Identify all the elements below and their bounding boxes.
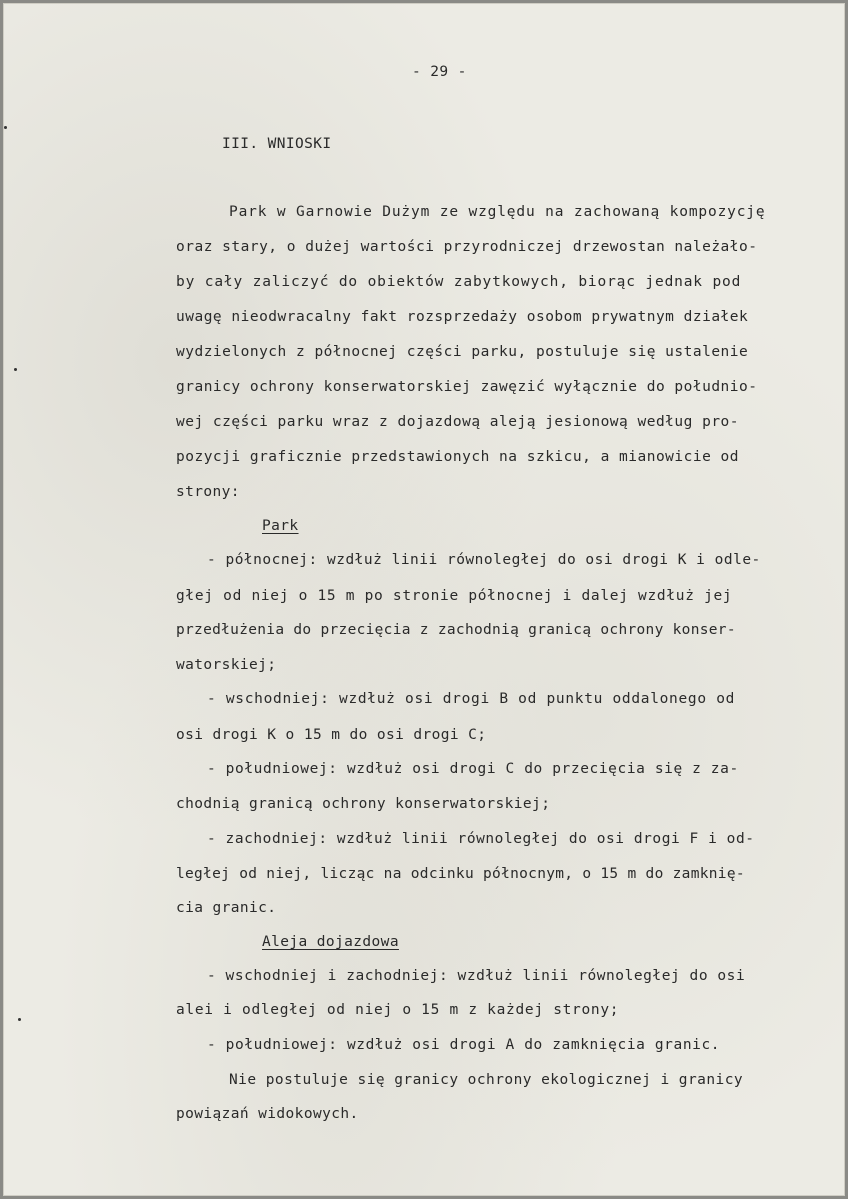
intro-line: pozycji graficznie przedstawionych na szkicu, a mianowicie od (176, 449, 740, 465)
aleja-line: alei i odległej od niej o 15 m z każdej strony; (176, 1002, 620, 1018)
park-line: cia granic. (176, 900, 277, 916)
aleja-line: Nie postuluje się granicy ochrony ekologicznej i granicy (229, 1072, 744, 1088)
section-heading: III. WNIOSKI (222, 136, 332, 152)
park-line: przedłużenia do przecięcia z zachodnią granicą ochrony konser- (176, 622, 736, 638)
intro-line: by cały zaliczyć do obiektów zabytkowych, biorąc jednak pod (176, 274, 742, 290)
park-line: - zachodniej: wzdłuż linii równoległej do osi drogi F i od- (207, 831, 755, 847)
aleja-line: powiązań widokowych. (176, 1106, 359, 1122)
margin-speck (14, 368, 17, 371)
park-line: - południowej: wzdłuż osi drogi C do przecięcia się z za- (207, 761, 739, 777)
intro-line: wydzielonych z północnej części parku, postuluje się ustalenie (176, 344, 749, 360)
park-line: watorskiej; (176, 657, 277, 673)
park-line: głej od niej o 15 m po stronie północnej i dalej wzdłuż jej (176, 588, 733, 604)
park-heading: Park (262, 518, 299, 534)
margin-speck (4, 126, 7, 129)
intro-line: oraz stary, o dużej wartości przyrodniczej drzewostan należało- (176, 239, 758, 255)
aleja-line: - wschodniej i zachodniej: wzdłuż linii równoległej do osi (207, 968, 746, 984)
margin-speck (18, 1018, 21, 1021)
park-line: osi drogi K o 15 m do osi drogi C; (176, 727, 487, 743)
intro-line: granicy ochrony konserwatorskiej zawęzić wyłącznie do południo- (176, 379, 758, 395)
page-number: - 29 - (412, 64, 467, 80)
park-line: ległej od niej, licząc na odcinku północnym, o 15 m do zamknię- (176, 866, 745, 882)
intro-line: wej części parku wraz z dojazdową aleją jesionową według pro- (176, 414, 740, 430)
intro-line: uwagę nieodwracalny fakt rozsprzedaży osobom prywatnym działek (176, 309, 749, 325)
aleja-line: - południowej: wzdłuż osi drogi A do zamknięcia granic. (207, 1037, 721, 1053)
intro-line: strony: (176, 484, 240, 500)
park-line: - wschodniej: wzdłuż osi drogi B od punktu oddalonego od (207, 691, 736, 707)
document-page (3, 3, 845, 1196)
park-line: chodnią granicą ochrony konserwatorskiej; (176, 796, 551, 812)
aleja-heading: Aleja dojazdowa (262, 934, 399, 950)
park-line: - północnej: wzdłuż linii równoległej do osi drogi K i odle- (207, 552, 761, 568)
intro-line: Park w Garnowie Dużym ze względu na zachowaną kompozycję (229, 204, 766, 220)
